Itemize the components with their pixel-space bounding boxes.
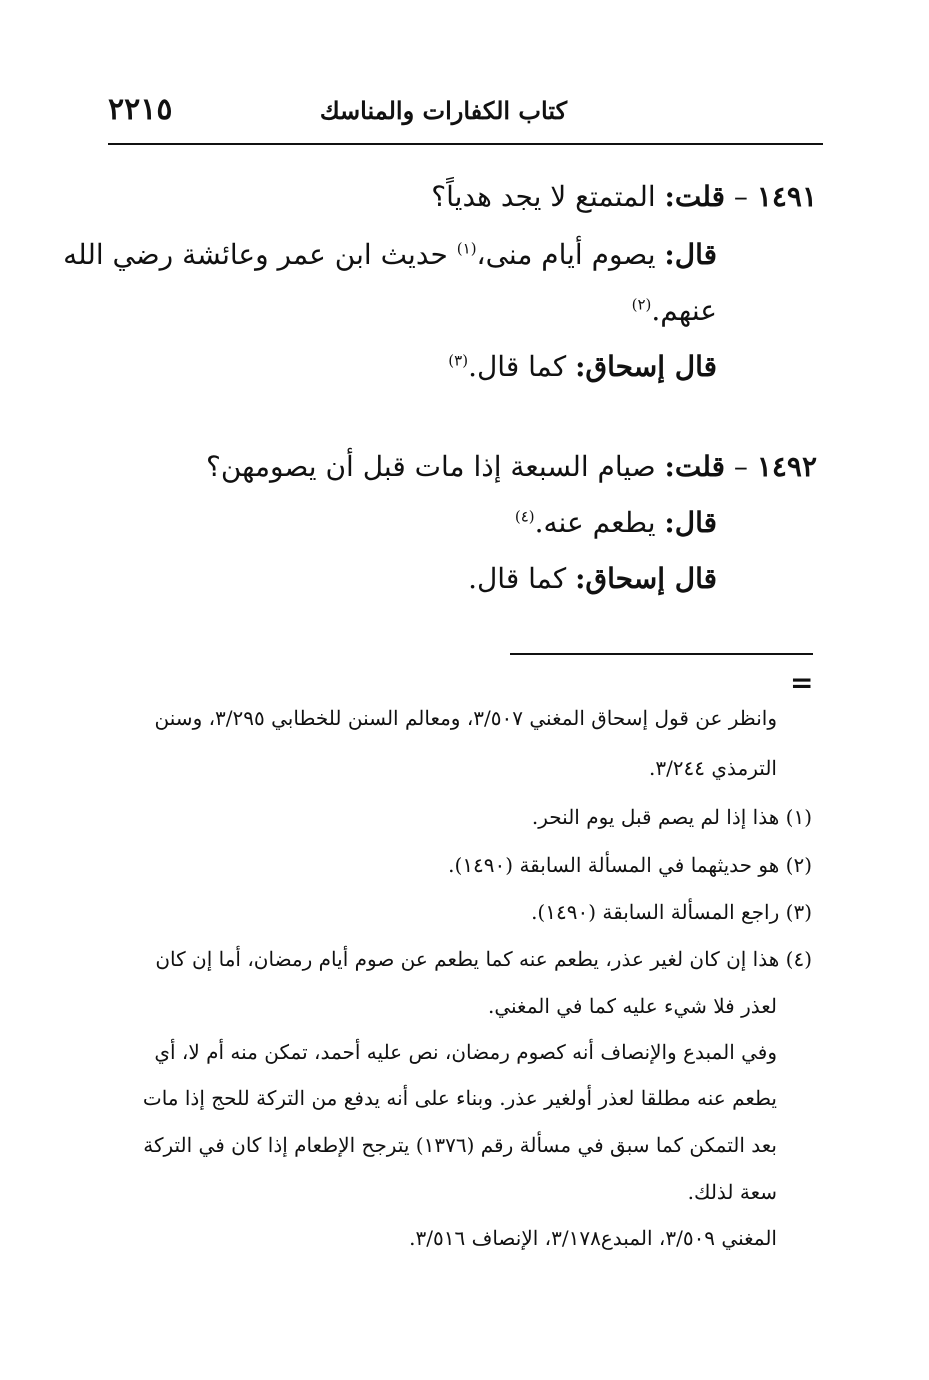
answer-1492 [515, 506, 717, 539]
question-number: ١٤٩٢ [756, 450, 817, 483]
footnote-ref-3: (٣) [448, 351, 469, 370]
footnote-4-line-2: لعذر فلا شيء عليه كما في المغني. [487, 994, 777, 1018]
footnote-2: (٢) هو حديثهما في المسألة السابقة (١٤٩٠). [448, 853, 812, 877]
footnote-4-line-6: سعة لذلك. [687, 1180, 777, 1204]
running-title: كتاب الكفارات والمناسك [319, 96, 567, 125]
answer-text-end: عنهم. [651, 294, 717, 327]
footnote-3: (٣) راجع المسألة السابقة (١٤٩٠). [531, 900, 812, 924]
footnote-continued-line-1: وانظر عن قول إسحاق المغني ٣/٥٠٧، ومعالم السنن للخطابي ٣/٢٩٥، وسنن [154, 706, 777, 730]
ishaq-1491 [448, 350, 717, 383]
dash: – [725, 450, 748, 483]
question-label: قلت: [664, 450, 726, 483]
dash: – [725, 180, 748, 213]
ishaq-text: كما قال. [468, 350, 567, 383]
question-label: قلت: [664, 180, 726, 213]
ishaq-label: قال إسحاق: [575, 350, 717, 383]
footnote-ref-1: (١) [456, 239, 477, 258]
answer-1491-line-2 [632, 294, 717, 327]
answer-text-cont: حديث ابن عمر وعائشة رضي الله [63, 238, 448, 271]
ishaq-1492 [468, 562, 717, 595]
footnote-1: (١) هذا إذا لم يصم قبل يوم النحر. [531, 805, 812, 829]
page-number: ٢٢١٥ [108, 92, 173, 127]
footnote-4-line-4: يطعم عنه مطلقا لعذر أولغير عذر. وبناء على أنه يدفع من التركة للحج إذا مات [142, 1086, 777, 1110]
question-number: ١٤٩١ [756, 180, 817, 213]
footnote-4-line-3: وفي المبدع والإنصاف أنه كصوم رمضان، نص عليه أحمد، تمكن منه أم لا، أي [154, 1040, 777, 1064]
footnote-4-line-5: بعد التمكن كما سبق في مسألة رقم (١٣٧٦) يترجح الإطعام إذا كان في التركة [143, 1133, 777, 1157]
answer-text: يصوم أيام منى، [476, 238, 656, 271]
answer-text: يطعم عنه. [534, 506, 656, 539]
ishaq-label: قال إسحاق: [575, 562, 717, 595]
answer-1491-line-1 [63, 238, 717, 271]
question-1491 [431, 180, 817, 213]
footnote-ref-4: (٤) [514, 507, 535, 526]
question-text: المتمتع لا يجد هدياً؟ [431, 180, 656, 213]
header-rule [108, 143, 823, 145]
footnote-continued-line-2: الترمذي ٣/٢٤٤. [648, 756, 777, 780]
answer-label: قال: [664, 506, 717, 539]
footnote-4-line-7: المغني ٣/٥٠٩، المبدع٣/١٧٨، الإنصاف ٣/٥١٦. [409, 1226, 777, 1250]
continuation-mark: = [790, 666, 814, 699]
question-text: صيام السبعة إذا مات قبل أن يصومهن؟ [205, 450, 656, 483]
footnote-4-line-1: (٤) هذا إن كان لغير عذر، يطعم عنه كما يطعم عن صوم أيام رمضان، أما إن كان [155, 947, 812, 971]
footnote-rule [510, 653, 813, 655]
answer-label: قال: [664, 238, 717, 271]
question-1492 [206, 450, 817, 483]
ishaq-text: كما قال. [468, 562, 567, 595]
footnote-ref-2: (٢) [631, 295, 652, 314]
